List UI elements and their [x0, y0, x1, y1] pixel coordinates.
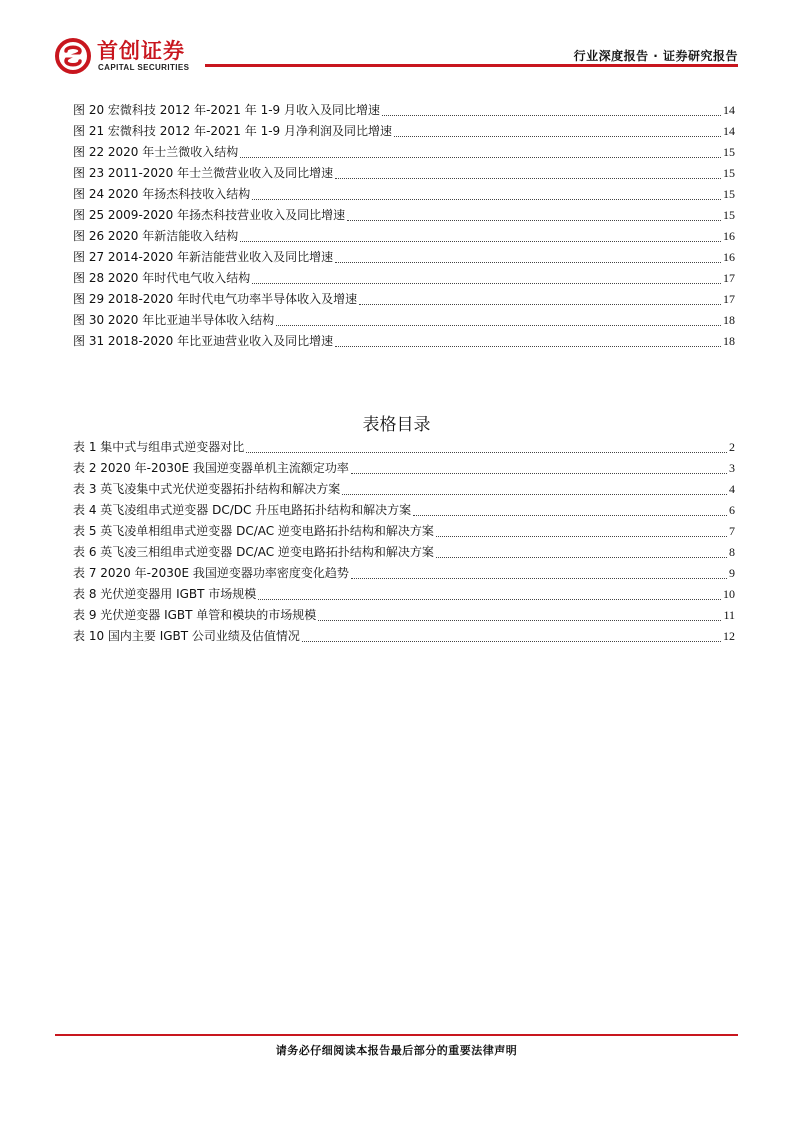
- dot-leader: [240, 157, 721, 158]
- dot-leader: [276, 325, 721, 326]
- figure-toc-entry-title: 图 29 2018-2020 年时代电气功率半导体收入及增速: [73, 292, 358, 306]
- table-toc-entry[interactable]: [73, 563, 735, 584]
- figure-toc-entry-title: 图 27 2014-2020 年新洁能营业收入及同比增速: [73, 250, 334, 264]
- dot-leader: [252, 199, 721, 200]
- figure-toc-entry-page-number: 16: [723, 229, 735, 243]
- table-toc-entry[interactable]: [73, 605, 735, 626]
- figure-toc-entry-page-number: 17: [723, 292, 735, 306]
- dot-leader: [252, 283, 721, 284]
- dot-leader: [347, 220, 721, 221]
- header-divider: [205, 64, 738, 67]
- figure-toc-entry-page-number: 15: [723, 208, 735, 222]
- report-type: 行业深度报告 · 证券研究报告: [573, 49, 738, 63]
- figure-toc-entry-page-number: 15: [723, 145, 735, 159]
- dot-leader: [436, 557, 727, 558]
- dot-leader: [246, 452, 727, 453]
- figure-toc-entry[interactable]: [73, 310, 735, 331]
- table-toc-entry-title: 表 2 2020 年-2030E 我国逆变器单机主流额定功率: [73, 461, 349, 475]
- table-toc-entry[interactable]: [73, 521, 735, 542]
- dot-leader: [335, 262, 721, 263]
- figure-toc-entry[interactable]: [73, 142, 735, 163]
- table-toc-entry-title: 表 10 国内主要 IGBT 公司业绩及估值情况: [73, 629, 300, 643]
- dot-leader: [335, 178, 721, 179]
- table-toc-entry-title: 表 3 英飞凌集中式光伏逆变器拓扑结构和解决方案: [73, 482, 341, 496]
- table-toc-entry[interactable]: [73, 479, 735, 500]
- figure-toc-entry-title: 图 23 2011-2020 年士兰微营业收入及同比增速: [73, 166, 334, 180]
- table-toc-entry-title: 表 5 英飞凌单相组串式逆变器 DC/AC 逆变电路拓扑结构和解决方案: [73, 524, 434, 538]
- logo-english-name: CAPITAL SECURITIES: [98, 63, 190, 72]
- table-toc-entry[interactable]: [73, 500, 735, 521]
- tables-section-title: 表格目录: [362, 415, 431, 435]
- table-toc-entry[interactable]: [73, 437, 735, 458]
- figure-toc-entry-title: 图 26 2020 年新洁能收入结构: [73, 229, 239, 243]
- table-toc-entry-title: 表 1 集中式与组串式逆变器对比: [73, 440, 245, 454]
- logo-chinese-name: 首创证券: [97, 39, 185, 63]
- figure-toc-entry[interactable]: [73, 205, 735, 226]
- dot-leader: [413, 515, 727, 516]
- figure-toc-entry[interactable]: [73, 226, 735, 247]
- table-toc-entry[interactable]: [73, 542, 735, 563]
- dot-leader: [359, 304, 721, 305]
- table-toc-entry-title: 表 6 英飞凌三相组串式逆变器 DC/AC 逆变电路拓扑结构和解决方案: [73, 545, 434, 559]
- figure-toc-entry-page-number: 15: [723, 187, 735, 201]
- table-toc-entry-title: 表 9 光伏逆变器 IGBT 单管和模块的市场规模: [73, 608, 317, 622]
- legal-disclaimer: 请务必仔细阅读本报告最后部分的重要法律声明: [275, 1044, 518, 1057]
- table-toc-entry-page-number: 8: [729, 545, 735, 559]
- figure-toc-entry-title: 图 30 2020 年比亚迪半导体收入结构: [73, 313, 275, 327]
- figure-toc-entry-title: 图 20 宏微科技 2012 年-2021 年 1-9 月收入及同比增速: [73, 103, 380, 117]
- dot-leader: [302, 641, 721, 642]
- table-toc-entry-page-number: 2: [729, 440, 735, 454]
- figure-toc-entry-page-number: 17: [723, 271, 735, 285]
- figure-list: [73, 100, 735, 352]
- page-header: [55, 34, 738, 74]
- table-toc-entry-page-number: 4: [729, 482, 735, 496]
- dot-leader: [394, 136, 721, 137]
- table-toc-entry-title: 表 8 光伏逆变器用 IGBT 市场规模: [73, 587, 257, 601]
- figure-toc-entry[interactable]: [73, 331, 735, 352]
- dot-leader: [382, 115, 721, 116]
- table-toc-entry-page-number: 3: [729, 461, 735, 475]
- table-toc-entry-page-number: 6: [729, 503, 735, 517]
- table-toc-entry[interactable]: [73, 584, 735, 605]
- figure-toc-entry-page-number: 16: [723, 250, 735, 264]
- table-toc-entry-page-number: 7: [729, 524, 735, 538]
- figure-toc-entry[interactable]: [73, 163, 735, 184]
- figure-toc-entry[interactable]: [73, 268, 735, 289]
- table-toc-entry-page-number: 12: [723, 629, 735, 643]
- dot-leader: [351, 578, 727, 579]
- figure-toc-entry-title: 图 25 2009-2020 年扬杰科技营业收入及同比增速: [73, 208, 346, 222]
- table-toc-entry-title: 表 7 2020 年-2030E 我国逆变器功率密度变化趋势: [73, 566, 349, 580]
- figure-toc-entry-title: 图 28 2020 年时代电气收入结构: [73, 271, 251, 285]
- figure-toc-entry-title: 图 24 2020 年扬杰科技收入结构: [73, 187, 251, 201]
- figure-toc-entry-page-number: 14: [723, 124, 735, 138]
- dot-leader: [318, 620, 721, 621]
- figure-toc-entry-title: 图 21 宏微科技 2012 年-2021 年 1-9 月净利润及同比增速: [73, 124, 392, 138]
- figure-toc-entry[interactable]: [73, 184, 735, 205]
- table-toc-entry-page-number: 9: [729, 566, 735, 580]
- dot-leader: [240, 241, 721, 242]
- dot-leader: [342, 494, 727, 495]
- figure-toc-entry[interactable]: [73, 121, 735, 142]
- footer-divider: [55, 1034, 738, 1036]
- table-toc-entry-title: 表 4 英飞凌组串式逆变器 DC/DC 升压电路拓扑结构和解决方案: [73, 503, 412, 517]
- figure-toc-entry-title: 图 22 2020 年士兰微收入结构: [73, 145, 239, 159]
- figure-toc-entry-page-number: 14: [723, 103, 735, 117]
- table-toc-entry-page-number: 10: [723, 587, 735, 601]
- figure-toc-entry-page-number: 18: [723, 313, 735, 327]
- figure-toc-entry-page-number: 15: [723, 166, 735, 180]
- table-toc-entry[interactable]: [73, 458, 735, 479]
- dot-leader: [258, 599, 721, 600]
- figure-toc-entry-page-number: 18: [723, 334, 735, 348]
- table-toc-entry-page-number: 11: [723, 608, 735, 622]
- table-toc-entry[interactable]: [73, 626, 735, 647]
- figure-toc-entry-title: 图 31 2018-2020 年比亚迪营业收入及同比增速: [73, 334, 334, 348]
- capital-securities-logo-icon: [55, 38, 91, 74]
- dot-leader: [335, 346, 721, 347]
- figure-toc-entry[interactable]: [73, 247, 735, 268]
- figure-toc-entry[interactable]: [73, 289, 735, 310]
- figure-toc-entry[interactable]: [73, 100, 735, 121]
- dot-leader: [436, 536, 727, 537]
- table-list: [73, 437, 735, 647]
- dot-leader: [351, 473, 727, 474]
